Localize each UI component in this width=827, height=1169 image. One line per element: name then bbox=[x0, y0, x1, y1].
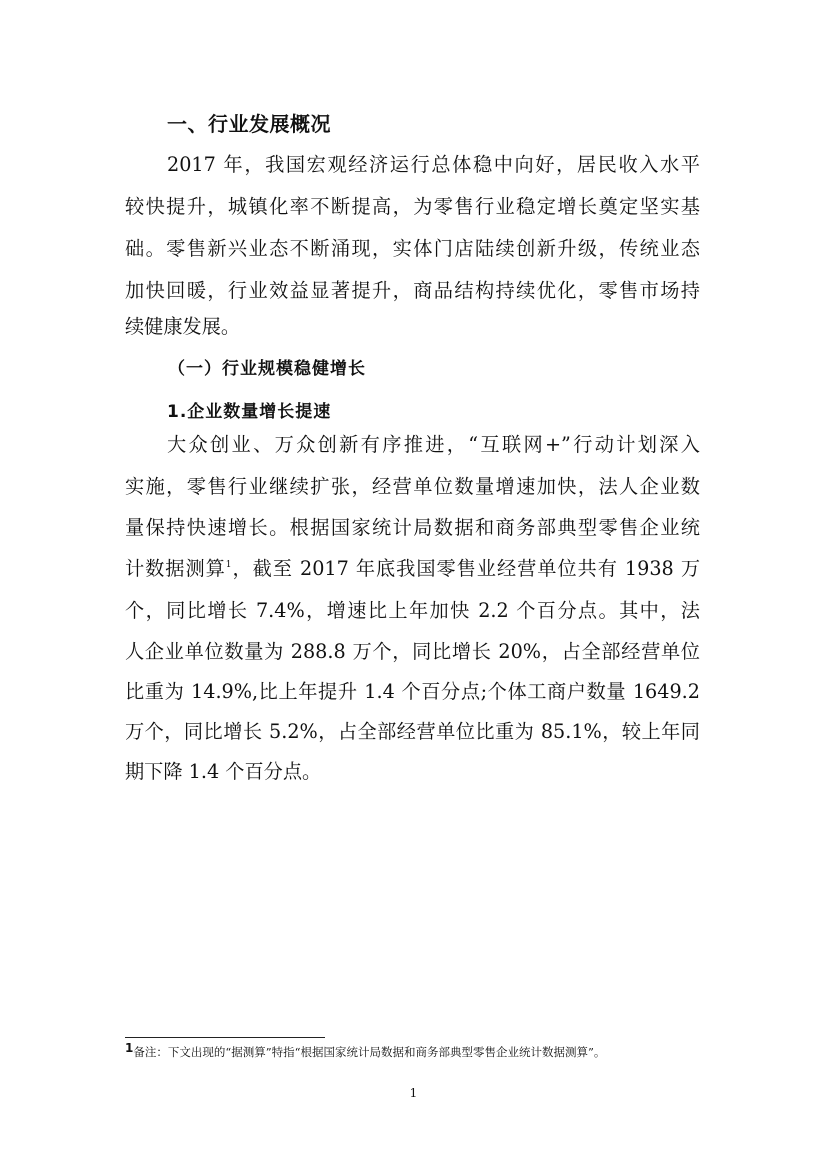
page-number: 1 bbox=[409, 1086, 418, 1100]
intro-line-4: 加快回暖，行业效益显著提升，商品结构持续优化，零售市场持 bbox=[125, 279, 700, 302]
footnote-reference: 1 bbox=[225, 560, 232, 570]
para-line-8: 万个，同比增长 5.2%，占全部经营单位比重为 85.1%，较上年同 bbox=[125, 720, 700, 743]
section-heading: 一、行业发展概况 bbox=[167, 112, 331, 136]
para-line-2: 实施，零售行业继续扩张，经营单位数量增速加快，法人企业数 bbox=[125, 475, 700, 498]
sub-subsection-heading: 1.企业数量增长提速 bbox=[167, 402, 332, 422]
footnote-text: 备注：下文出现的“据测算”特指“根据国家统计局数据和商务部典型零售企业统计数据测算”。 bbox=[133, 1045, 606, 1059]
intro-line-2: 较快提升，城镇化率不断提高，为零售行业稳定增长奠定坚实基 bbox=[125, 195, 700, 218]
para-line-4-start: 计数据测算 bbox=[125, 557, 226, 580]
footnote-divider bbox=[125, 1037, 325, 1038]
para-line-6: 人企业单位数量为 288.8 万个，同比增长 20%，占全部经营单位 bbox=[125, 640, 700, 663]
para-line-7: 比重为 14.9%,比上年提升 1.4 个百分点;个体工商户数量 1649.2 bbox=[125, 680, 700, 703]
intro-line-5: 续健康发展。 bbox=[125, 315, 241, 338]
para-line-3: 量保持快速增长。根据国家统计局数据和商务部典型零售企业统 bbox=[125, 516, 700, 539]
intro-line-3: 础。零售新兴业态不断涌现，实体门店陆续创新升级，传统业态 bbox=[125, 237, 700, 260]
intro-line-1: 2017 年，我国宏观经济运行总体稳中向好，居民收入水平 bbox=[167, 153, 700, 176]
para-line-4 bbox=[125, 557, 700, 581]
subsection-heading: （一）行业规模稳健增长 bbox=[168, 359, 366, 379]
para-line-4-end: ，截至 2017 年底我国零售业经营单位共有 1938 万 bbox=[231, 557, 701, 580]
footnote bbox=[125, 1041, 606, 1060]
para-line-9: 期下降 1.4 个百分点。 bbox=[125, 760, 322, 783]
para-line-1: 大众创业、万众创新有序推进，“互联网+”行动计划深入 bbox=[167, 433, 700, 456]
para-line-5: 个，同比增长 7.4%，增速比上年加快 2.2 个百分点。其中，法 bbox=[125, 599, 700, 622]
footnote-mark: 1 bbox=[125, 1041, 134, 1055]
